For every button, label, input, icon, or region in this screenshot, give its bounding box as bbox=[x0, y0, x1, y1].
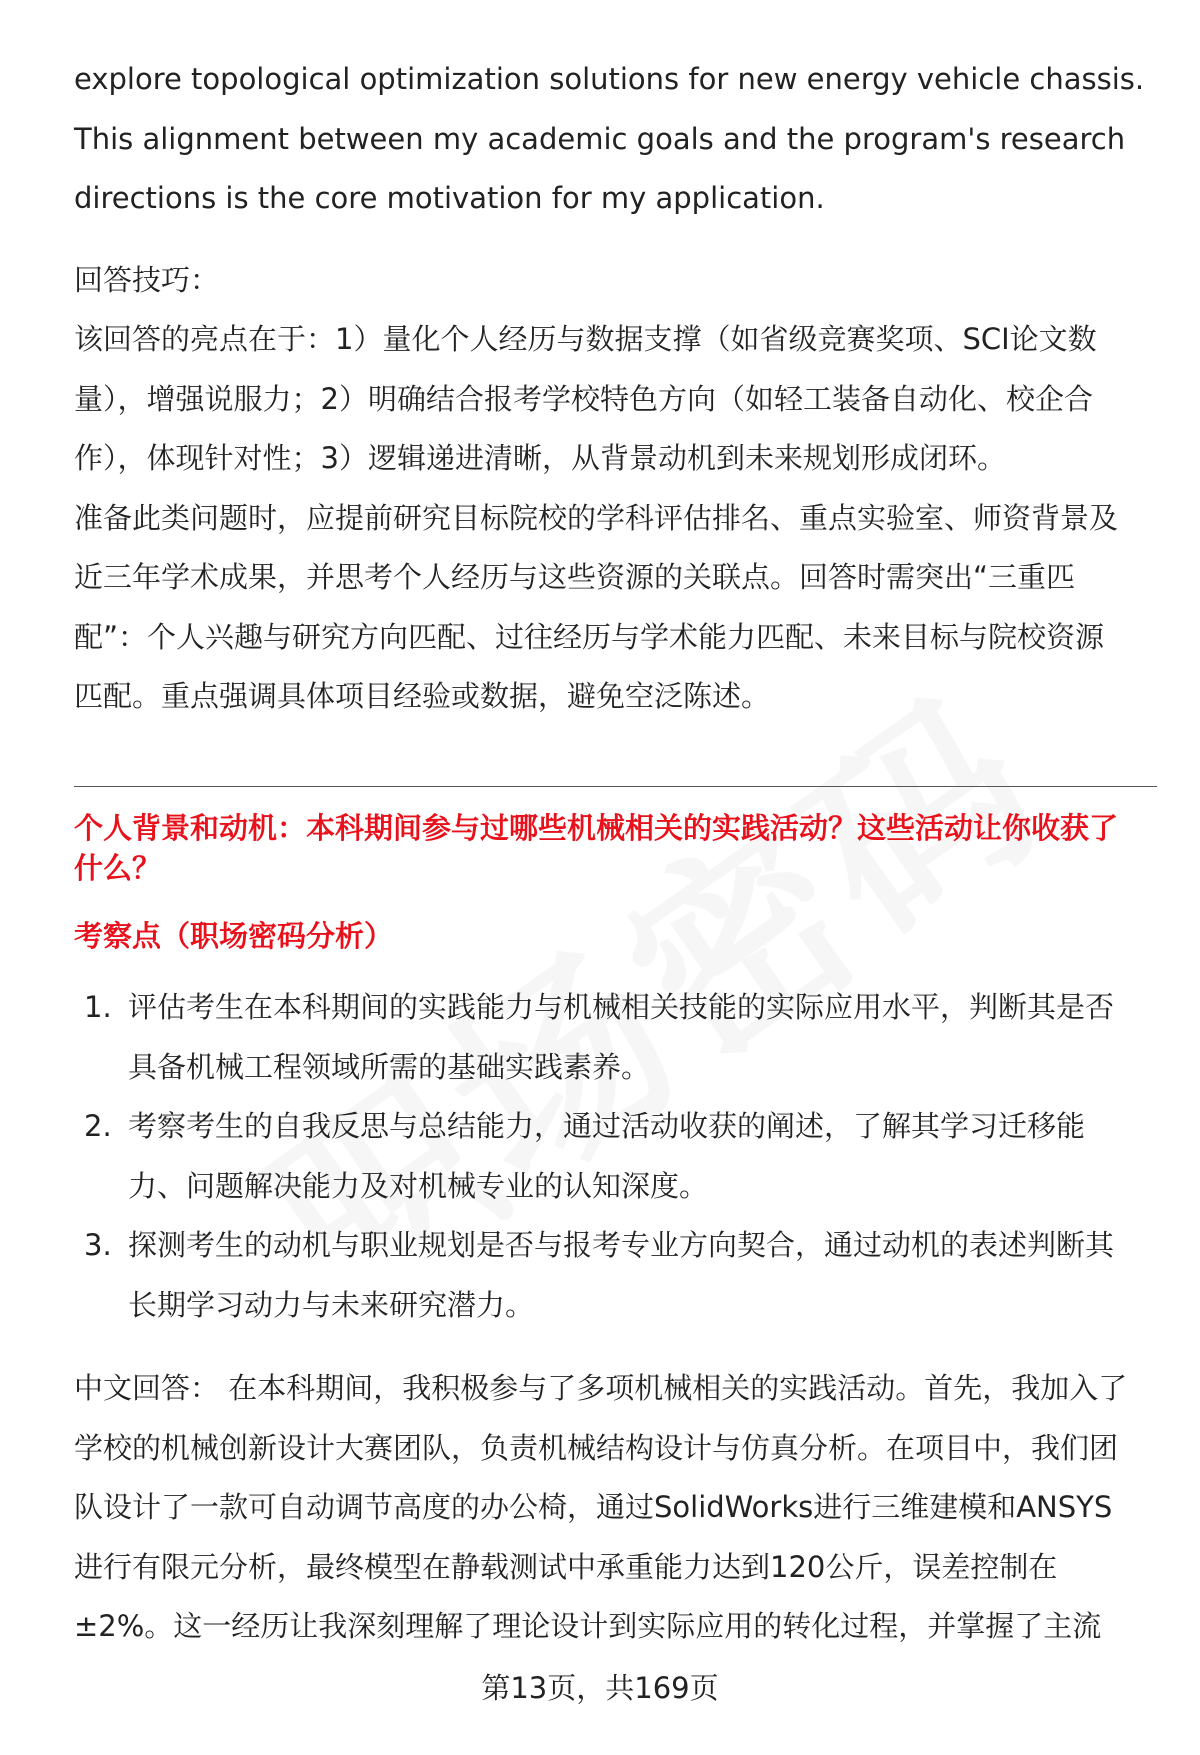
text-line: 该回答的亮点在于：1）量化个人经历与数据支撑（如省级竞赛奖项、SCI论文数 bbox=[74, 322, 1097, 356]
text-line: 学校的机械创新设计大赛团队，负责机械结构设计与仿真分析。在项目中，我们团 bbox=[74, 1430, 1119, 1465]
list-number: 1. bbox=[84, 990, 112, 1024]
text-line: explore topological optimization solutions for new energy vehicle chassis. bbox=[74, 62, 1145, 96]
text-line: 评估考生在本科期间的实践能力与机械相关技能的实际应用水平，判断其是否 bbox=[128, 990, 1115, 1024]
tips-label: 回答技巧： bbox=[74, 262, 220, 297]
text-line: 具备机械工程领域所需的基础实践素养。 bbox=[128, 1049, 651, 1084]
text-line: 力、问题解决能力及对机械专业的认知深度。 bbox=[128, 1168, 709, 1203]
page-content bbox=[74, 50, 1154, 727]
section-divider bbox=[74, 786, 1157, 787]
text-line: 长期学习动力与未来研究潜力。 bbox=[128, 1287, 535, 1322]
text-line: This alignment between my academic goals and the program's research bbox=[74, 121, 1126, 156]
answer-paragraph bbox=[74, 1359, 1154, 1657]
text-line: 探测考生的动机与职业规划是否与报考专业方向契合，通过动机的表述判断其 bbox=[128, 1228, 1115, 1262]
intro-paragraph bbox=[74, 50, 1154, 229]
text-line: 配”：个人兴趣与研究方向匹配、过往经历与学术能力匹配、未来目标与院校资源 bbox=[74, 619, 1105, 654]
list-item bbox=[74, 978, 1154, 1097]
list-item bbox=[74, 1097, 1154, 1216]
question-section bbox=[74, 808, 1154, 1657]
text-line: 考察考生的自我反思与总结能力，通过活动收获的阐述，了解其学习迁移能 bbox=[128, 1109, 1086, 1143]
list-item bbox=[74, 1216, 1154, 1335]
text-line: 作），体现针对性；3）逻辑递进清晰，从背景动机到未来规划形成闭环。 bbox=[74, 441, 1006, 475]
text-line: 近三年学术成果，并思考个人经历与这些资源的关联点。回答时需突出“三重匹 bbox=[74, 560, 1076, 594]
question-heading-line: 什么？ bbox=[74, 851, 162, 885]
criteria-list bbox=[74, 978, 1154, 1335]
text-line: ±2%。这一经历让我深刻理解了理论设计到实际应用的转化过程，并掌握了主流 bbox=[74, 1609, 1102, 1643]
page-number-footer: 第13页，共169页 bbox=[481, 1671, 719, 1705]
text-line: directions is the core motivation for my application. bbox=[74, 181, 825, 215]
list-number: 2. bbox=[84, 1109, 112, 1143]
list-number: 3. bbox=[84, 1228, 112, 1262]
text-line: 量），增强说服力；2）明确结合报考学校特色方向（如轻工装备自动化、校企合 bbox=[74, 381, 1093, 416]
question-heading-line: 个人背景和动机：本科期间参与过哪些机械相关的实践活动？这些活动让你收获了 bbox=[74, 811, 1119, 845]
text-line: 进行有限元分析，最终模型在静载测试中承重能力达到120公斤，误差控制在 bbox=[74, 1549, 1058, 1584]
text-line: 队设计了一款可自动调节高度的办公椅，通过SolidWorks进行三维建模和ANSYS bbox=[74, 1490, 1113, 1524]
text-line: 匹配。重点强调具体项目经验或数据，避免空泛陈述。 bbox=[74, 679, 771, 713]
tips-section bbox=[74, 251, 1154, 727]
text-line: 准备此类问题时，应提前研究目标院校的学科评估排名、重点实验室、师资背景及 bbox=[74, 500, 1119, 535]
text-line: 中文回答： 在本科期间，我积极参与了多项机械相关的实践活动。首先，我加入了 bbox=[74, 1371, 1128, 1405]
focus-title: 考察点（职场密码分析） bbox=[74, 919, 394, 953]
